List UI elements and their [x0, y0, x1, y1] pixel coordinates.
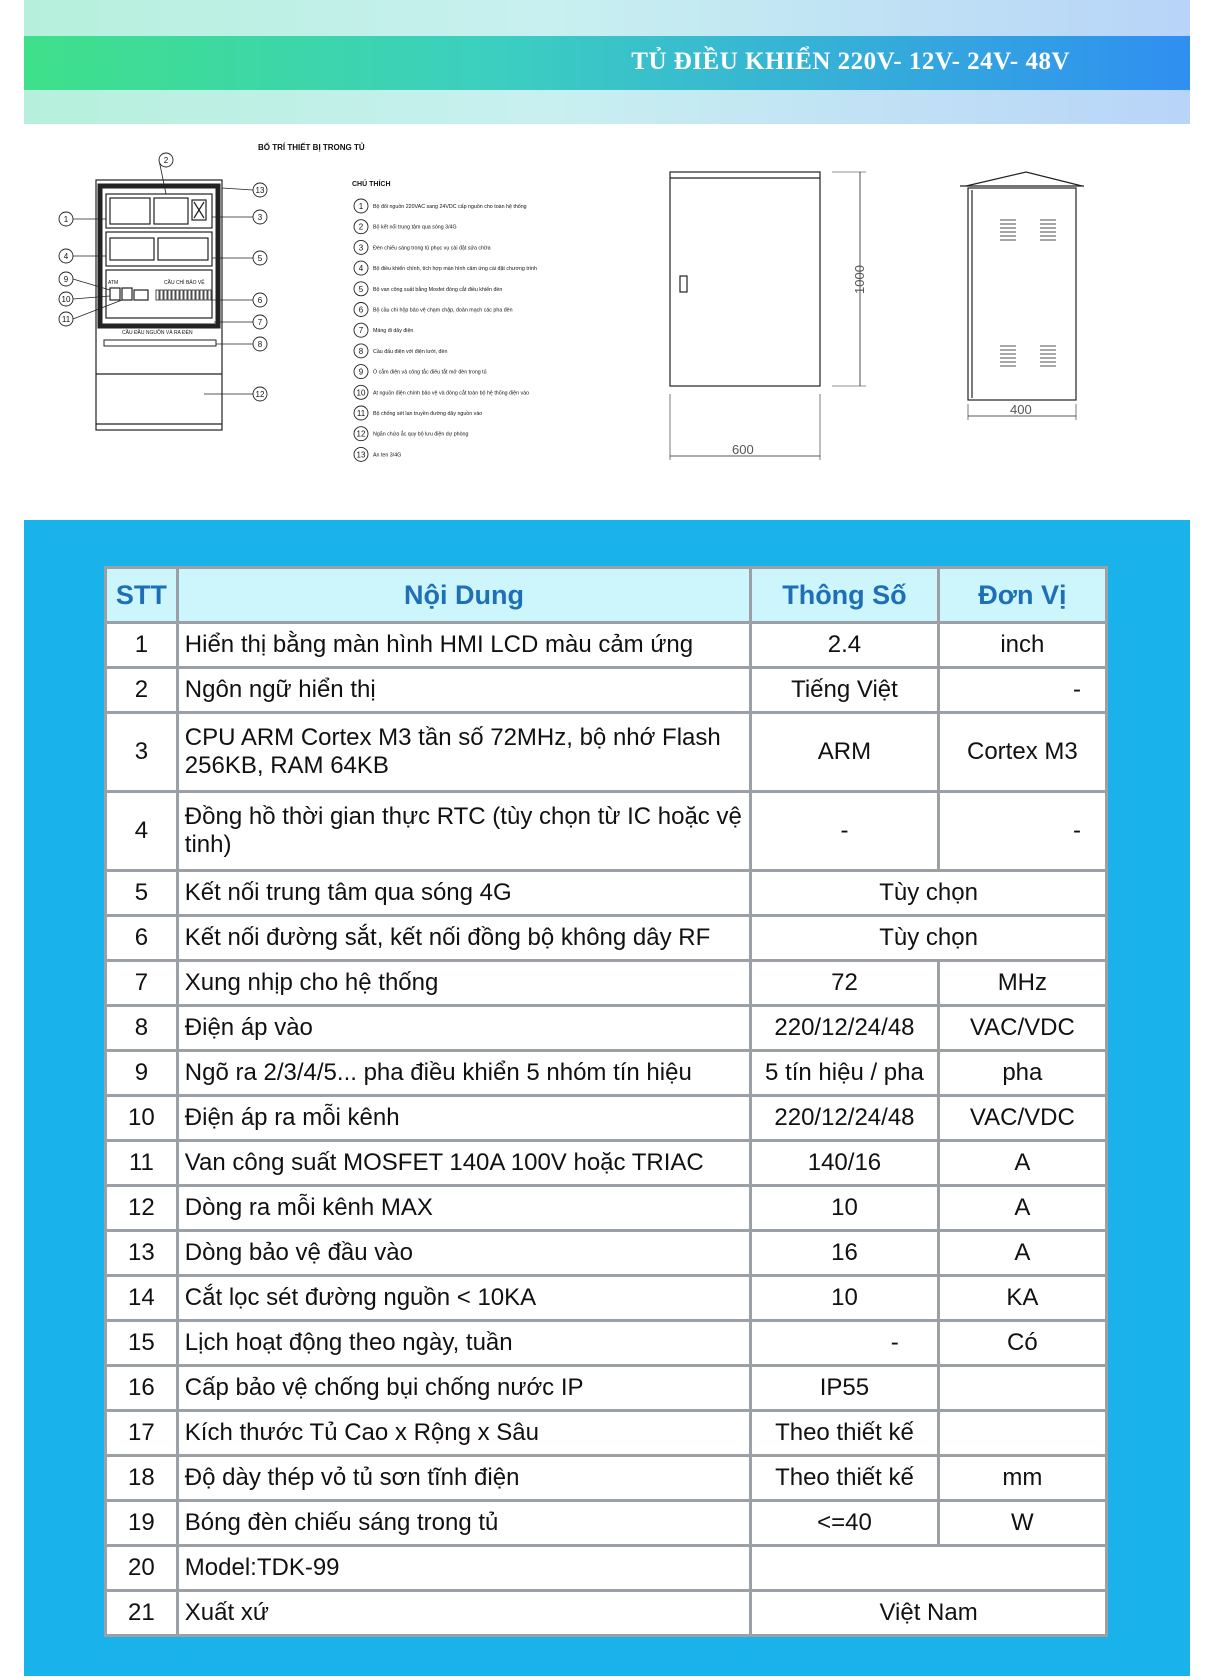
table-row — [106, 961, 1107, 1006]
table-row — [106, 1411, 1107, 1456]
legend-text: Bộ điều khiển chính, tích hợp màn hình cảm ứng cài đặt chương trình — [373, 266, 537, 273]
cabinet-front-view — [670, 172, 820, 386]
header-stt: STT — [106, 568, 178, 623]
row-stt: 5 — [106, 871, 178, 916]
legend-number: 8 — [358, 346, 364, 356]
legend-text: Bộ kết nối trung tâm qua sóng 3/4G — [373, 224, 457, 231]
table-row — [106, 1141, 1107, 1186]
fuse-label: CẦU CHÌ BẢO VỆ — [164, 280, 205, 286]
row-unit: Cortex M3 — [938, 713, 1106, 792]
row-stt: 11 — [106, 1141, 178, 1186]
legend-item — [354, 323, 413, 337]
row-content: Ngôn ngữ hiển thị — [177, 668, 750, 713]
callout-number: 8 — [257, 340, 263, 349]
row-stt: 16 — [106, 1366, 178, 1411]
atm-label: ATM — [108, 280, 119, 286]
table-row — [106, 1186, 1107, 1231]
table-row — [106, 871, 1107, 916]
title-bar — [24, 36, 1190, 90]
callout-number: 4 — [63, 252, 69, 261]
legend-number: 10 — [356, 388, 366, 398]
callout-number: 5 — [257, 254, 263, 263]
legend-number: 13 — [356, 450, 366, 460]
legend-item — [354, 365, 487, 379]
row-unit: VAC/VDC — [938, 1096, 1106, 1141]
row-param: 220/12/24/48 — [751, 1096, 939, 1141]
row-unit — [938, 1411, 1106, 1456]
row-param: - — [751, 1321, 939, 1366]
table-row — [106, 1591, 1107, 1636]
header-unit: Đơn Vị — [938, 568, 1106, 623]
row-merged-value — [751, 1546, 1107, 1591]
row-content: Cắt lọc sét đường nguồn < 10KA — [177, 1276, 750, 1321]
spec-table — [104, 566, 1108, 1637]
row-param: <=40 — [751, 1501, 939, 1546]
row-param: 10 — [751, 1186, 939, 1231]
legend-text: At nguồn điện chính bảo vệ và đóng cắt toàn bộ hệ thống điện vào — [373, 390, 530, 397]
row-content: Bóng đèn chiếu sáng trong tủ — [177, 1501, 750, 1546]
table-row — [106, 1231, 1107, 1276]
legend-number: 3 — [358, 243, 364, 253]
callout-number: 1 — [63, 215, 69, 224]
legend-text: An ten 3/4G — [373, 452, 402, 459]
legend-number: 2 — [358, 222, 364, 232]
row-param: 16 — [751, 1231, 939, 1276]
legend-number: 12 — [356, 429, 366, 439]
legend-text: Bộ cầu chì hộp bảo vệ chạm chập, đoản mạch các pha đèn — [373, 307, 513, 314]
table-row — [106, 668, 1107, 713]
row-unit: mm — [938, 1456, 1106, 1501]
legend-text: Bộ van công suất bằng Mosfet đóng cắt điều khiển đèn — [373, 286, 503, 293]
legend-number: 7 — [358, 326, 364, 336]
row-stt: 14 — [106, 1276, 178, 1321]
row-stt: 2 — [106, 668, 178, 713]
legend-text: Máng đi dây điện — [373, 328, 414, 335]
layout-title: BỐ TRÍ THIẾT BỊ TRONG TỦ — [258, 143, 365, 152]
row-content: Kết nối trung tâm qua sóng 4G — [177, 871, 750, 916]
row-stt: 15 — [106, 1321, 178, 1366]
row-merged-value: Tùy chọn — [751, 871, 1107, 916]
row-content: Độ dày thép vỏ tủ sơn tĩnh điện — [177, 1456, 750, 1501]
row-unit: MHz — [938, 961, 1106, 1006]
legend-text: Bộ đổi nguồn 220VAC sang 24VDC cấp nguồn cho toàn hệ thống — [373, 204, 527, 210]
row-content: Dòng ra mỗi kênh MAX — [177, 1186, 750, 1231]
row-param: - — [751, 792, 939, 871]
legend-text: Cầu đấu điện với điện lưới, đèn — [373, 348, 448, 355]
header-param: Thông Số — [751, 568, 939, 623]
row-stt: 20 — [106, 1546, 178, 1591]
row-param: 5 tín hiệu / pha — [751, 1051, 939, 1096]
legend-text: Bộ chống sét lan truyền đường dây nguồn vào — [373, 411, 483, 417]
row-content: Điện áp ra mỗi kênh — [177, 1096, 750, 1141]
legend-title: CHÚ THÍCH — [352, 181, 391, 188]
table-row — [106, 1456, 1107, 1501]
row-unit: inch — [938, 623, 1106, 668]
legend-item — [354, 261, 537, 275]
row-stt: 17 — [106, 1411, 178, 1456]
legend-text: Đèn chiếu sáng trong tủ phục vụ cài đặt sửa chữa — [373, 245, 491, 252]
callout-number: 6 — [257, 296, 263, 305]
legend-item — [354, 385, 529, 399]
legend-item — [354, 406, 482, 420]
row-param: 72 — [751, 961, 939, 1006]
row-stt: 3 — [106, 713, 178, 792]
width-dimension: 600 — [732, 442, 754, 457]
table-row — [106, 623, 1107, 668]
row-unit: W — [938, 1501, 1106, 1546]
header-content: Nội Dung — [177, 568, 750, 623]
page-title: TỦ ĐIỀU KHIỂN 220V- 12V- 24V- 48V — [631, 48, 1070, 75]
legend-text: Ổ cắm điện và công tắc điều tắt mở đèn trong tủ — [373, 369, 487, 376]
row-unit: KA — [938, 1276, 1106, 1321]
legend-text: Ngăn chứa ắc quy bộ lưu điện dự phòng — [373, 431, 469, 438]
legend-number: 4 — [358, 264, 364, 274]
legend-number: 9 — [358, 367, 364, 377]
row-stt: 4 — [106, 792, 178, 871]
legend-item — [354, 282, 502, 296]
table-header-row — [106, 568, 1107, 623]
depth-dimension: 400 — [1010, 402, 1032, 417]
row-unit: A — [938, 1141, 1106, 1186]
cabinet-drawing — [24, 124, 1190, 520]
callout-number: 7 — [257, 318, 263, 327]
row-stt: 1 — [106, 623, 178, 668]
row-unit: A — [938, 1231, 1106, 1276]
row-unit: - — [938, 668, 1106, 713]
legend-item — [354, 220, 457, 234]
table-row — [106, 916, 1107, 961]
row-content: Xung nhịp cho hệ thống — [177, 961, 750, 1006]
legend-number: 11 — [356, 409, 366, 418]
table-row — [106, 1501, 1107, 1546]
row-content: Lịch hoạt động theo ngày, tuần — [177, 1321, 750, 1366]
row-stt: 18 — [106, 1456, 178, 1501]
row-content: Xuất xứ — [177, 1591, 750, 1636]
legend-item — [354, 447, 401, 461]
row-stt: 13 — [106, 1231, 178, 1276]
row-stt: 19 — [106, 1501, 178, 1546]
legend-item — [354, 199, 527, 213]
legend-item — [354, 344, 447, 358]
table-row — [106, 1276, 1107, 1321]
row-unit: A — [938, 1186, 1106, 1231]
row-merged-value: Việt Nam — [751, 1591, 1107, 1636]
height-dimension: 1000 — [852, 265, 867, 294]
row-param: 10 — [751, 1276, 939, 1321]
row-param: 140/16 — [751, 1141, 939, 1186]
row-param: IP55 — [751, 1366, 939, 1411]
row-content: Đồng hồ thời gian thực RTC (tùy chọn từ IC hoặc vệ tinh) — [177, 792, 750, 871]
legend-item — [354, 303, 513, 317]
row-content: Điện áp vào — [177, 1006, 750, 1051]
table-row — [106, 1006, 1107, 1051]
row-merged-value: Tùy chọn — [751, 916, 1107, 961]
table-row — [106, 1321, 1107, 1366]
callout-number: 3 — [257, 213, 263, 222]
legend-number: 1 — [358, 202, 364, 211]
row-unit: Có — [938, 1321, 1106, 1366]
callout-number: 10 — [61, 295, 71, 304]
row-stt: 12 — [106, 1186, 178, 1231]
row-param: ARM — [751, 713, 939, 792]
cabinet-side-view — [968, 188, 1076, 400]
row-content: Kết nối đường sắt, kết nối đồng bộ không dây RF — [177, 916, 750, 961]
table-row — [106, 713, 1107, 792]
callout-number: 12 — [255, 390, 265, 399]
row-unit — [938, 1366, 1106, 1411]
callout-number: 11 — [61, 315, 71, 324]
legend-item — [354, 240, 491, 254]
row-content: Ngõ ra 2/3/4/5... pha điều khiển 5 nhóm tín hiệu — [177, 1051, 750, 1096]
row-unit: VAC/VDC — [938, 1006, 1106, 1051]
callout-number: 13 — [255, 186, 265, 195]
legend-item — [354, 427, 469, 441]
legend-number: 6 — [358, 305, 364, 315]
row-content: Hiển thị bằng màn hình HMI LCD màu cảm ứng — [177, 623, 750, 668]
row-param: Theo thiết kế — [751, 1456, 939, 1501]
row-stt: 9 — [106, 1051, 178, 1096]
table-row — [106, 1366, 1107, 1411]
row-stt: 10 — [106, 1096, 178, 1141]
row-param: Theo thiết kế — [751, 1411, 939, 1456]
row-content: Van công suất MOSFET 140A 100V hoặc TRIAC — [177, 1141, 750, 1186]
row-param: 2.4 — [751, 623, 939, 668]
row-stt: 8 — [106, 1006, 178, 1051]
legend-number: 5 — [358, 284, 364, 294]
table-row — [106, 1546, 1107, 1591]
row-stt: 21 — [106, 1591, 178, 1636]
row-content: Kích thước Tủ Cao x Rộng x Sâu — [177, 1411, 750, 1456]
table-row — [106, 1051, 1107, 1096]
row-param: Tiếng Việt — [751, 668, 939, 713]
row-stt: 7 — [106, 961, 178, 1006]
row-stt: 6 — [106, 916, 178, 961]
row-unit: - — [938, 792, 1106, 871]
row-unit: pha — [938, 1051, 1106, 1096]
callout-number: 9 — [63, 275, 69, 284]
table-row — [106, 1096, 1107, 1141]
row-content: Model:TDK-99 — [177, 1546, 750, 1591]
callout-number: 2 — [163, 156, 169, 165]
terminal-label: CẦU ĐẦU NGUỒN VÀ RA ĐÈN — [122, 330, 193, 336]
row-content: Cấp bảo vệ chống bụi chống nước IP — [177, 1366, 750, 1411]
row-content: Dòng bảo vệ đầu vào — [177, 1231, 750, 1276]
table-row — [106, 792, 1107, 871]
row-content: CPU ARM Cortex M3 tần số 72MHz, bộ nhớ Flash 256KB, RAM 64KB — [177, 713, 750, 792]
row-param: 220/12/24/48 — [751, 1006, 939, 1051]
